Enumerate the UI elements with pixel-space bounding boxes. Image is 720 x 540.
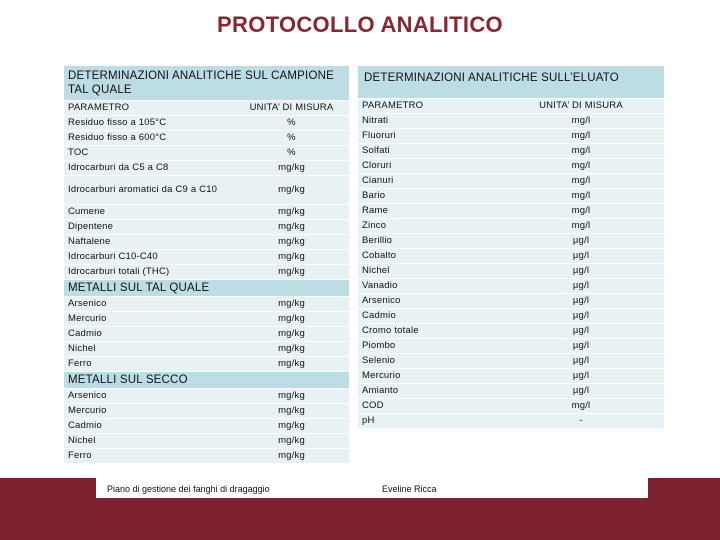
- unit-cell: µg/l: [498, 249, 664, 263]
- parameter-cell: Idrocarburi C10-C40: [64, 250, 234, 264]
- table-row: [358, 324, 664, 338]
- unit-cell: %: [234, 116, 349, 130]
- parameter-cell: Solfati: [358, 144, 498, 158]
- table-row: [64, 419, 349, 433]
- parameter-cell: Idrocarburi totali (THC): [64, 265, 234, 279]
- unit-cell: mg/l: [498, 129, 664, 143]
- unit-cell: µg/l: [498, 369, 664, 383]
- parameter-cell: Idrocarburi da C5 a C8: [64, 161, 234, 175]
- unit-cell: µg/l: [498, 309, 664, 323]
- table-row: [64, 434, 349, 448]
- unit-cell: UNITA’ DI MISURA: [498, 99, 664, 113]
- unit-cell: mg/kg: [234, 357, 349, 371]
- table-row: [64, 101, 349, 115]
- table-row: [358, 309, 664, 323]
- unit-cell: mg/kg: [234, 220, 349, 234]
- unit-cell: µg/l: [498, 234, 664, 248]
- table-row: [358, 174, 664, 188]
- table-row: [358, 234, 664, 248]
- table-row: [64, 250, 349, 264]
- unit-cell: mg/kg: [234, 312, 349, 326]
- parameter-cell: Idrocarburi aromatici da C9 a C10: [64, 176, 234, 204]
- table-header-row: [358, 66, 664, 98]
- table-row: [358, 189, 664, 203]
- parameter-cell: COD: [358, 399, 498, 413]
- eluato-header: DETERMINAZIONI ANALITICHE SULL’ELUATO: [358, 66, 664, 98]
- unit-cell: µg/l: [498, 294, 664, 308]
- parameter-cell: Mercurio: [64, 404, 234, 418]
- parameter-cell: Ferro: [64, 449, 234, 463]
- table-row: [64, 131, 349, 145]
- unit-cell: mg/kg: [234, 327, 349, 341]
- parameter-cell: PARAMETRO: [64, 101, 234, 115]
- section-spacer: [234, 372, 349, 388]
- table-row: [64, 265, 349, 279]
- unit-cell: mg/l: [498, 174, 664, 188]
- table-row: [358, 339, 664, 353]
- parameter-cell: Cianuri: [358, 174, 498, 188]
- table-row: [64, 389, 349, 403]
- parameter-cell: Residuo fisso a 600°C: [64, 131, 234, 145]
- unit-cell: mg/l: [498, 204, 664, 218]
- unit-cell: mg/kg: [234, 449, 349, 463]
- table-row: [64, 220, 349, 234]
- table-row: [64, 116, 349, 130]
- table-row: [358, 159, 664, 173]
- parameter-cell: Nichel: [64, 434, 234, 448]
- table-row: [358, 114, 664, 128]
- table-row: [358, 354, 664, 368]
- section-row: [64, 372, 349, 388]
- parameter-cell: Mercurio: [64, 312, 234, 326]
- unit-cell: mg/kg: [234, 161, 349, 175]
- unit-cell: mg/l: [498, 144, 664, 158]
- unit-cell: mg/l: [498, 114, 664, 128]
- parameter-cell: Bario: [358, 189, 498, 203]
- table-row: [64, 357, 349, 371]
- unit-cell: mg/l: [498, 189, 664, 203]
- unit-cell: UNITA’ DI MISURA: [234, 101, 349, 115]
- table-row: [358, 294, 664, 308]
- table-row: [358, 384, 664, 398]
- parameter-cell: Cumene: [64, 205, 234, 219]
- unit-cell: mg/kg: [234, 205, 349, 219]
- unit-cell: mg/kg: [234, 250, 349, 264]
- table-row: [358, 414, 664, 428]
- parameter-cell: TOC: [64, 146, 234, 160]
- parameter-cell: Arsenico: [64, 297, 234, 311]
- parameter-cell: Vanadio: [358, 279, 498, 293]
- parameter-cell: Cadmio: [358, 309, 498, 323]
- unit-cell: µg/l: [498, 354, 664, 368]
- unit-cell: µg/l: [498, 339, 664, 353]
- table-row: [358, 144, 664, 158]
- unit-cell: µg/l: [498, 324, 664, 338]
- table-row: [358, 399, 664, 413]
- table-row: [64, 327, 349, 341]
- section-metalli-secco: METALLI SUL SECCO: [64, 372, 234, 388]
- parameter-cell: Naftalene: [64, 235, 234, 249]
- section-row: [64, 280, 349, 296]
- tal-quale-header: DETERMINAZIONI ANALITICHE SUL CAMPIONE TAL QUALE: [64, 66, 349, 100]
- table-row: [64, 205, 349, 219]
- unit-cell: mg/kg: [234, 342, 349, 356]
- section-metalli-tal-quale: METALLI SUL TAL QUALE: [64, 280, 234, 296]
- unit-cell: mg/kg: [234, 419, 349, 433]
- parameter-cell: Arsenico: [358, 294, 498, 308]
- unit-cell: mg/kg: [234, 404, 349, 418]
- parameter-cell: Cobalto: [358, 249, 498, 263]
- parameter-cell: Mercurio: [358, 369, 498, 383]
- table-row: [358, 264, 664, 278]
- parameter-cell: Arsenico: [64, 389, 234, 403]
- table-row: [64, 312, 349, 326]
- table-row: [64, 449, 349, 463]
- parameter-cell: PARAMETRO: [358, 99, 498, 113]
- parameter-cell: Cloruri: [358, 159, 498, 173]
- parameter-cell: Selenio: [358, 354, 498, 368]
- unit-cell: µg/l: [498, 279, 664, 293]
- unit-cell: mg/kg: [234, 297, 349, 311]
- unit-cell: mg/l: [498, 159, 664, 173]
- parameter-cell: Piombo: [358, 339, 498, 353]
- parameter-cell: Cadmio: [64, 419, 234, 433]
- footer-left-text: Piano di gestione dei fanghi di dragaggio: [107, 484, 270, 494]
- parameter-cell: Dipentene: [64, 220, 234, 234]
- unit-cell: mg/kg: [234, 434, 349, 448]
- table-header-row: [64, 66, 349, 100]
- table-row: [64, 297, 349, 311]
- unit-cell: mg/l: [498, 399, 664, 413]
- eluato-table: [358, 65, 664, 429]
- unit-cell: %: [234, 131, 349, 145]
- unit-cell: mg/kg: [234, 176, 349, 204]
- parameter-cell: Nitrati: [358, 114, 498, 128]
- page-title: PROTOCOLLO ANALITICO: [217, 12, 503, 37]
- table-row: [358, 369, 664, 383]
- table-row: [64, 161, 349, 175]
- parameter-cell: Amianto: [358, 384, 498, 398]
- parameter-cell: Cadmio: [64, 327, 234, 341]
- table-row: [358, 204, 664, 218]
- section-spacer: [234, 280, 349, 296]
- table-row: [358, 99, 664, 113]
- table-row: [64, 146, 349, 160]
- parameter-cell: Cromo totale: [358, 324, 498, 338]
- parameter-cell: Zinco: [358, 219, 498, 233]
- table-row: [64, 176, 349, 204]
- parameter-cell: Nichel: [64, 342, 234, 356]
- unit-cell: %: [234, 146, 349, 160]
- table-row: [358, 249, 664, 263]
- unit-cell: mg/kg: [234, 265, 349, 279]
- parameter-cell: pH: [358, 414, 498, 428]
- unit-cell: mg/kg: [234, 389, 349, 403]
- table-row: [64, 404, 349, 418]
- parameter-cell: Rame: [358, 204, 498, 218]
- parameter-cell: Berillio: [358, 234, 498, 248]
- unit-cell: µg/l: [498, 264, 664, 278]
- table-row: [358, 279, 664, 293]
- unit-cell: mg/l: [498, 219, 664, 233]
- footer-right-text: Eveline Ricca: [382, 484, 437, 494]
- unit-cell: mg/kg: [234, 235, 349, 249]
- tal-quale-table: [64, 65, 349, 464]
- unit-cell: µg/l: [498, 384, 664, 398]
- table-row: [64, 235, 349, 249]
- parameter-cell: Ferro: [64, 357, 234, 371]
- parameter-cell: Fluoruri: [358, 129, 498, 143]
- parameter-cell: Residuo fisso a 105°C: [64, 116, 234, 130]
- table-row: [358, 129, 664, 143]
- table-row: [358, 219, 664, 233]
- parameter-cell: Nichel: [358, 264, 498, 278]
- unit-cell: -: [498, 414, 664, 428]
- table-row: [64, 342, 349, 356]
